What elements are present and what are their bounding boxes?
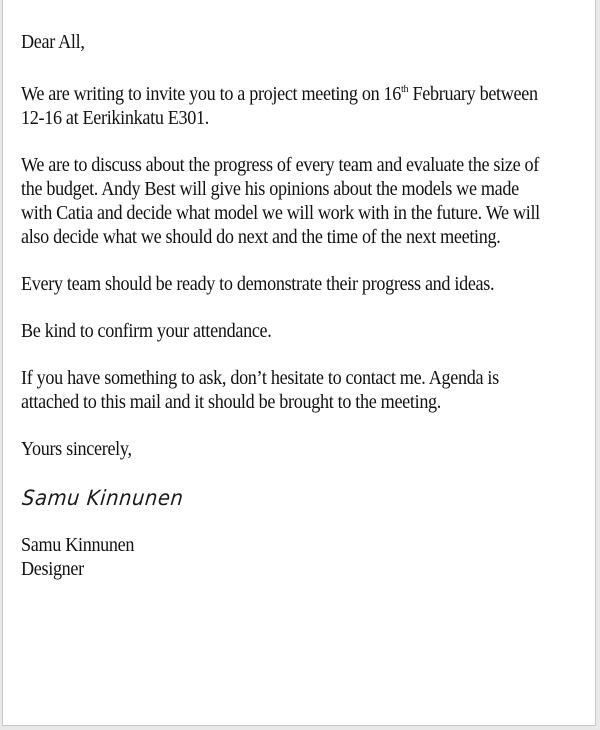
paragraph-contact: If you have something to ask, don’t hesitate to contact me. Agenda is attached to this mail and it should be brought to the meeting. (21, 368, 499, 413)
paragraph-confirmation: Be kind to confirm your attendance. (21, 321, 272, 342)
letter-body (21, 31, 551, 582)
invitation-text-start: We are writing to invite you to a project meeting on 16 (21, 84, 402, 105)
paragraph-discussion: We are to discuss about the progress of every team and evaluate the size of the budget. Andy Best will give his opinions about the models we made with Catia and decide what model we will work with in the future. We will also decide what we should do next and the time of the next meeting. (21, 155, 540, 248)
sender-title: Designer (21, 559, 84, 580)
greeting: Dear All, (21, 32, 85, 53)
paragraph-invitation (21, 83, 551, 131)
sender-name: Samu Kinnunen (21, 535, 135, 556)
date-ordinal-suffix: th (401, 83, 409, 95)
document-page (2, 0, 596, 726)
closing: Yours sincerely, (21, 439, 132, 460)
invitation-text-end: February between 12-16 at Eerikinkatu E301. (21, 84, 538, 129)
signature-block (21, 486, 551, 534)
handwritten-signature: Samu Kinnunen (21, 486, 185, 510)
paragraph-preparation: Every team should be ready to demonstrate their progress and ideas. (21, 274, 495, 295)
